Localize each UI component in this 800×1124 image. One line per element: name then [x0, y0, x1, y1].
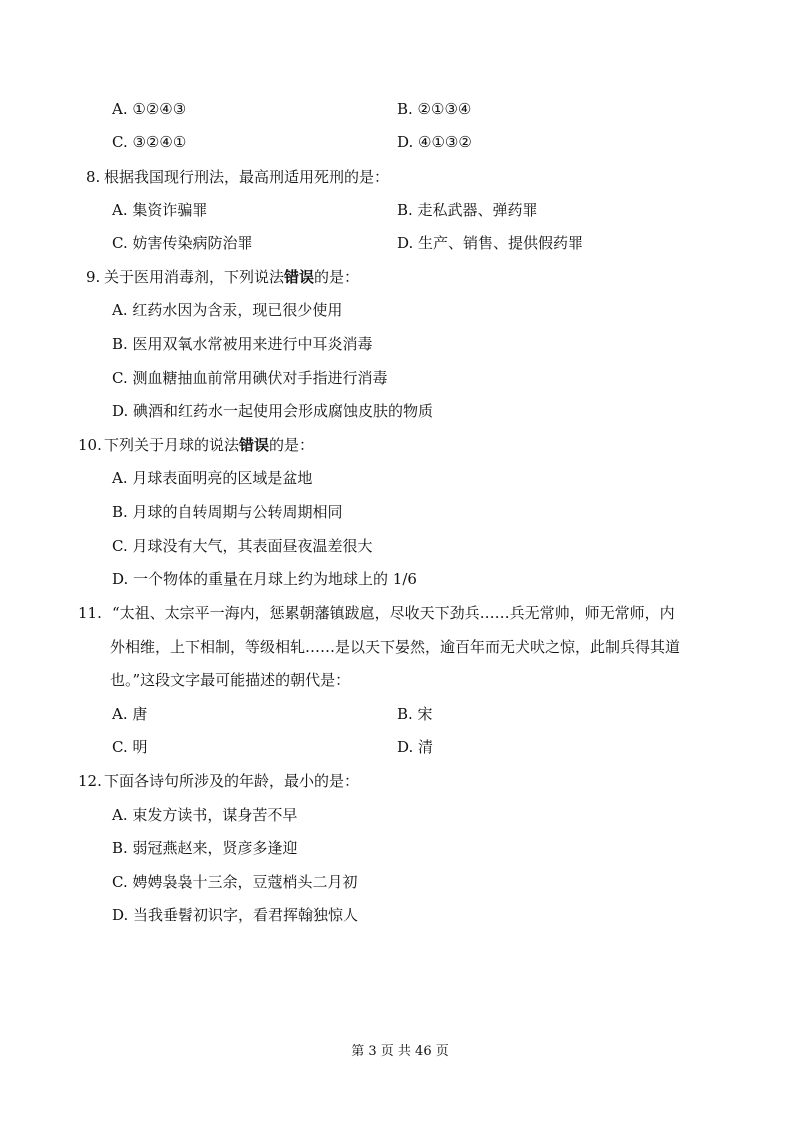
q7-option-c: C. ③②④① — [112, 133, 187, 151]
q11-number: 11. — [78, 604, 102, 622]
q9-option-row-b — [0, 333, 800, 355]
q10-text-after: 的是： — [269, 436, 315, 454]
q9-option-b: B. 医用双氧水常被用来进行中耳炎消毒 — [112, 335, 373, 353]
q11-line-2: 外相维，上下相制，等级相轧……是以天下晏然，逾百年而无犬吠之惊，此制兵得其道 — [110, 638, 681, 656]
q8-option-b: B. 走私武器、弹药罪 — [397, 201, 538, 219]
q9-option-a: A. 红药水因为含汞，现已很少使用 — [112, 301, 343, 319]
q12-text: 下面各诗句所涉及的年龄，最小的是： — [104, 772, 360, 790]
q10-option-c: C. 月球没有大气，其表面昼夜温差很大 — [112, 537, 373, 555]
q10-text-bold: 错误 — [239, 436, 270, 454]
q7-options-row-1 — [0, 98, 800, 120]
q11-options-row-1 — [0, 703, 800, 725]
q12-stem — [0, 770, 800, 792]
q11-stem-line-3 — [0, 669, 800, 691]
q8-options-row-1 — [0, 199, 800, 221]
q10-text-before: 下列关于月球的说法 — [104, 436, 240, 454]
q10-option-row-c — [0, 535, 800, 557]
page-footer: 第 3 页 共 46 页 — [351, 1044, 449, 1059]
q11-option-c: C. 明 — [112, 738, 148, 756]
q8-options-row-2 — [0, 232, 800, 254]
q10-number: 10. — [78, 436, 102, 454]
q11-line-3: 也。”这段文字最可能描述的朝代是： — [110, 671, 351, 689]
q10-option-b: B. 月球的自转周期与公转周期相同 — [112, 503, 343, 521]
q10-text — [104, 434, 314, 456]
q9-text-before: 关于医用消毒剂，下列说法 — [104, 268, 285, 286]
q7-option-d: D. ④①③② — [397, 133, 472, 151]
q9-option-row-c — [0, 367, 800, 389]
q10-option-row-a — [0, 467, 800, 489]
q9-text — [104, 266, 359, 288]
q11-option-b: B. 宋 — [397, 705, 433, 723]
q9-stem — [0, 266, 800, 288]
q12-option-row-a — [0, 804, 800, 826]
q8-stem — [0, 166, 800, 188]
q9-option-row-d — [0, 400, 800, 422]
q12-option-c: C. 娉娉袅袅十三余，豆蔻梢头二月初 — [112, 873, 358, 891]
q7-option-b: B. ②①③④ — [397, 100, 472, 118]
q11-option-d: D. 清 — [397, 738, 434, 756]
q7-option-a: A. ①②④③ — [112, 100, 187, 118]
q7-options-row-2 — [0, 131, 800, 153]
q11-option-a: A. 唐 — [112, 705, 148, 723]
q8-option-c: C. 妨害传染病防治罪 — [112, 234, 253, 252]
q10-option-row-b — [0, 501, 800, 523]
q10-stem — [0, 434, 800, 456]
q11-options-row-2 — [0, 736, 800, 758]
q11-stem-line-2 — [0, 636, 800, 658]
q12-option-a: A. 束发方读书，谋身苦不早 — [112, 806, 298, 824]
q12-number: 12. — [78, 772, 102, 790]
q9-text-after: 的是： — [314, 268, 360, 286]
q12-option-b: B. 弱冠燕赵来，贤彦多逢迎 — [112, 839, 298, 857]
q9-number: 9. — [86, 268, 101, 286]
q8-option-d: D. 生产、销售、提供假药罪 — [397, 234, 584, 252]
q8-number: 8. — [86, 168, 101, 186]
q9-option-c: C. 测血糖抽血前常用碘伏对手指进行消毒 — [112, 369, 388, 387]
q9-text-bold: 错误 — [284, 268, 315, 286]
q8-text: 根据我国现行刑法，最高刑适用死刑的是： — [104, 168, 390, 186]
q12-option-row-c — [0, 871, 800, 893]
q12-option-row-b — [0, 837, 800, 859]
q10-option-a: A. 月球表面明亮的区域是盆地 — [112, 469, 313, 487]
q9-option-d: D. 碘酒和红药水一起使用会形成腐蚀皮肤的物质 — [112, 402, 434, 420]
q10-option-row-d — [0, 568, 800, 590]
q11-line-1: “太祖、太宗平一海内，惩累朝藩镇跋扈，尽收天下劲兵……兵无常帅，师无常师，内 — [112, 604, 675, 622]
q10-option-d: D. 一个物体的重量在月球上约为地球上的 1/6 — [112, 570, 417, 588]
q12-option-row-d — [0, 904, 800, 926]
q11-stem-line-1 — [0, 602, 800, 624]
q12-option-d: D. 当我垂髫初识字，看君挥翰独惊人 — [112, 906, 359, 924]
q9-option-row-a — [0, 299, 800, 321]
q8-option-a: A. 集资诈骗罪 — [112, 201, 208, 219]
